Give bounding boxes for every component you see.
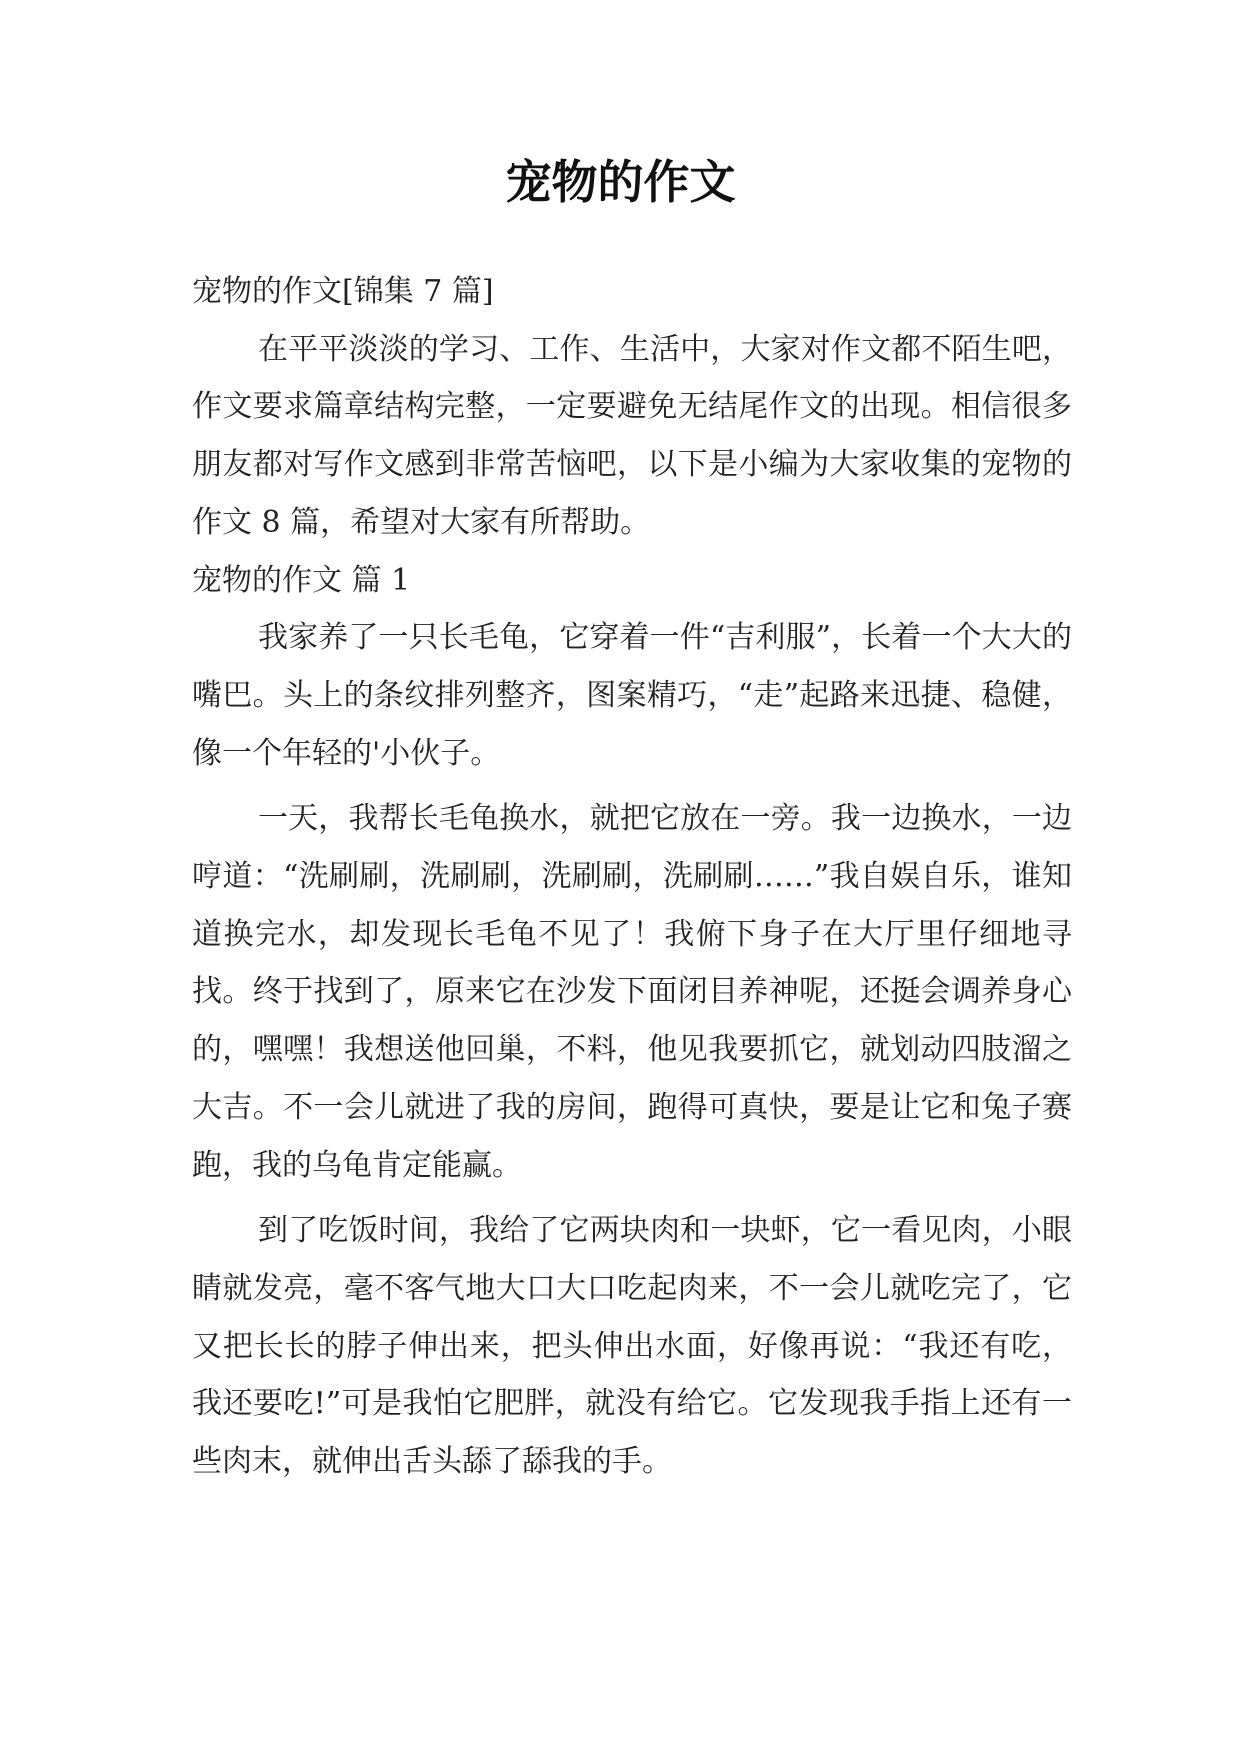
body-paragraph: 一天，我帮长毛龟换水，就把它放在一旁。我一边换水，一边哼道：“洗刷刷，洗刷刷，洗刷刷，洗刷刷……”我自娱自乐，谁知道换完水，却发现长毛龟不见了！我俯下身子在大厅里仔细地寻找。终于找到了，原来它在沙发下面闭目养神呢，还挺会调养身心的，嘿嘿！我想送他回巢，不料，他见我要抓它，就划动四肢溜之大吉。不一会儿就进了我的房间，跑得可真快，要是让它和兔子赛跑，我的乌龟肯定能赢。 bbox=[192, 801, 1072, 1183]
body-paragraph: 到了吃饭时间，我给了它两块肉和一块虾，它一看见肉，小眼睛就发亮，毫不客气地大口大口吃起肉来，不一会儿就吃完了，它又把长长的脖子伸出来，把头伸出水面，好像再说：“我还有吃，我还要吃!”可是我怕它肥胖，就没有给它。它发现我手指上还有一些肉末，就伸出舌头舔了舔我的手。 bbox=[192, 1213, 1072, 1480]
section-heading: 宠物的作文 篇 1 bbox=[192, 562, 411, 598]
intro-paragraph: 在平平淡淡的学习、工作、生活中，大家对作文都不陌生吧，作文要求篇章结构完整，一定要避免无结尾作文的出现。相信很多朋友都对写作文感到非常苦恼吧，以下是小编为大家收集的宠物的作文 8 篇，希望对大家有所帮助。 bbox=[192, 331, 1072, 540]
document-body bbox=[192, 263, 1072, 1491]
body-paragraph: 我家养了一只长毛龟，它穿着一件“吉利服”，长着一个大大的嘴巴。头上的条纹排列整齐，图案精巧，“走”起路来迅捷、稳健，像一个年轻的'小伙子。 bbox=[192, 620, 1072, 771]
document-title: 宠物的作文 bbox=[505, 155, 736, 209]
document-subtitle: 宠物的作文[锦集 7 篇] bbox=[192, 274, 494, 309]
